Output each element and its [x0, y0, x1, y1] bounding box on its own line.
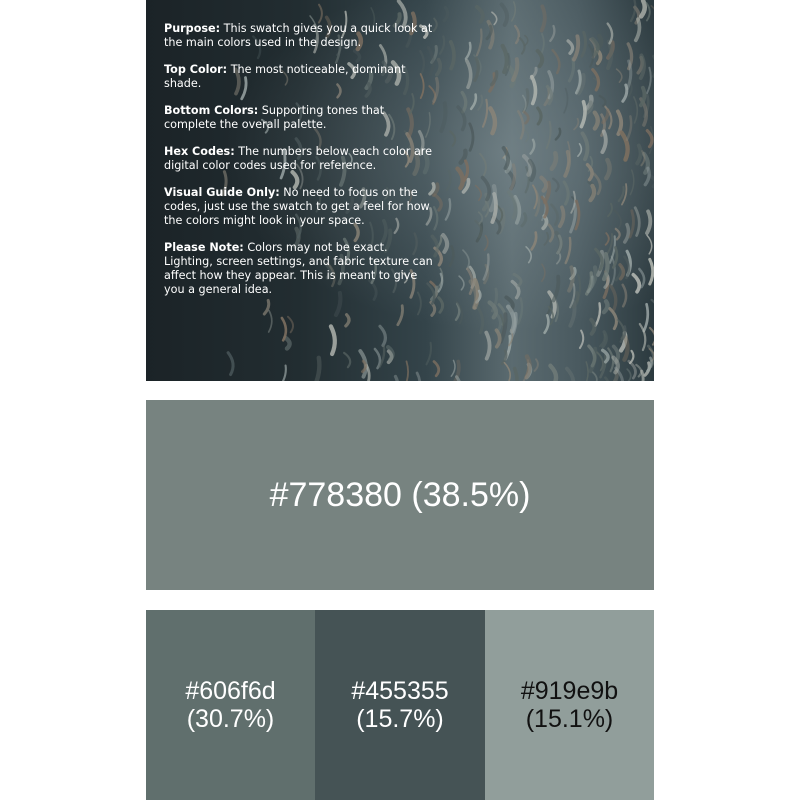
texture-stroke: [512, 2, 516, 21]
texture-stroke: [531, 140, 535, 154]
texture-stroke: [574, 119, 578, 130]
supporting-color-swatch-1: [146, 610, 315, 800]
texture-stroke: [435, 195, 441, 210]
note-label: Purpose:: [164, 22, 221, 35]
texture-stroke: [574, 36, 578, 59]
note-text: The most noticeable, dominant shade.: [164, 63, 406, 90]
texture-stroke: [518, 298, 522, 323]
texture-stroke: [532, 233, 537, 250]
texture-stroke: [451, 360, 455, 376]
texture-stroke: [475, 58, 478, 80]
texture-stroke: [462, 93, 466, 112]
texture-stroke: [580, 331, 583, 349]
texture-stroke: [625, 225, 629, 242]
texture-stroke: [491, 186, 495, 210]
texture-stroke: [564, 182, 568, 204]
texture-stroke: [437, 60, 440, 75]
swatch-notes: [164, 22, 436, 310]
texture-stroke: [269, 311, 272, 332]
texture-stroke: [285, 338, 289, 349]
texture-stroke: [650, 328, 654, 345]
texture-stroke: [477, 306, 483, 333]
texture-stroke: [515, 26, 519, 43]
texture-stroke: [346, 315, 349, 326]
texture-stroke: [595, 113, 598, 129]
texture-stroke: [464, 161, 467, 181]
texture-stroke: [589, 45, 593, 66]
texture-stroke: [542, 264, 545, 281]
texture-stroke: [490, 108, 495, 133]
swatch-percentage: (30.7%): [186, 705, 275, 733]
texture-stroke: [458, 169, 463, 189]
texture-stroke: [443, 235, 447, 252]
supporting-color-swatch-2: [315, 610, 485, 800]
texture-stroke: [542, 6, 545, 30]
note-text: Supporting tones that complete the overall palette.: [164, 104, 385, 131]
texture-stroke: [604, 254, 607, 279]
texture-stroke: [630, 211, 634, 237]
texture-stroke: [647, 235, 652, 254]
texture-stroke: [618, 320, 624, 339]
texture-stroke: [282, 318, 286, 340]
texture-stroke: [591, 320, 594, 334]
texture-stroke: [630, 351, 633, 363]
texture-stroke: [604, 301, 608, 312]
texture-stroke: [631, 0, 635, 21]
texture-stroke: [446, 199, 450, 219]
texture-stroke: [606, 160, 609, 178]
texture-stroke: [608, 204, 612, 217]
texture-stroke: [459, 276, 464, 290]
texture-stroke: [600, 96, 606, 106]
texture-stroke: [522, 214, 526, 226]
note-purpose: [164, 22, 436, 50]
texture-stroke: [394, 377, 397, 382]
texture-stroke: [538, 51, 543, 66]
texture-stroke: [450, 246, 453, 265]
texture-stroke: [467, 61, 471, 88]
texture-stroke: [344, 353, 350, 367]
texture-stroke: [641, 88, 645, 106]
texture-stroke: [503, 46, 507, 72]
texture-stroke: [637, 146, 640, 164]
texture-stroke: [476, 186, 482, 201]
texture-stroke: [605, 378, 608, 381]
texture-stroke: [525, 36, 528, 46]
texture-stroke: [581, 102, 585, 127]
note-hex-codes: [164, 145, 436, 173]
texture-stroke: [651, 6, 654, 24]
texture-stroke: [583, 133, 588, 159]
texture-stroke: [520, 38, 525, 54]
note-text: This swatch gives you a quick look at the main colors used in the design.: [164, 22, 433, 49]
texture-stroke: [564, 89, 567, 113]
texture-stroke: [634, 97, 638, 123]
texture-stroke: [627, 116, 631, 139]
texture-stroke: [450, 132, 455, 146]
texture-stroke: [606, 233, 609, 245]
texture-stroke: [492, 12, 497, 24]
texture-stroke: [441, 103, 445, 131]
texture-stroke: [619, 187, 624, 201]
texture-stroke: [582, 32, 585, 56]
swatch-percentage: (15.1%): [525, 705, 614, 733]
texture-stroke: [331, 326, 335, 354]
texture-stroke: [514, 369, 517, 382]
texture-stroke: [315, 358, 319, 381]
texture-stroke: [405, 361, 409, 381]
texture-stroke: [627, 61, 630, 89]
texture-stroke: [597, 352, 603, 370]
note-text: Colors may not be exact. Lighting, screen settings, and fabric texture can affect how they appear. This is meant to give you a general idea.: [164, 241, 433, 296]
texture-stroke: [550, 366, 556, 381]
texture-stroke: [560, 207, 564, 226]
swatch-hex-code: #606f6d: [185, 677, 276, 705]
texture-stroke: [652, 300, 654, 317]
texture-stroke: [556, 129, 560, 140]
texture-stroke: [547, 122, 551, 149]
texture-stroke: [480, 154, 486, 176]
texture-stroke: [578, 144, 581, 156]
texture-stroke: [567, 369, 574, 381]
texture-stroke: [487, 26, 491, 39]
texture-stroke: [553, 179, 558, 191]
texture-stroke: [623, 285, 626, 307]
texture-stroke: [614, 210, 621, 228]
texture-stroke: [497, 330, 500, 347]
texture-stroke: [440, 36, 444, 53]
texture-stroke: [554, 277, 559, 301]
texture-stroke: [644, 304, 648, 331]
texture-stroke: [585, 362, 588, 381]
swatch-percentage: (15.7%): [356, 705, 444, 733]
texture-stroke: [483, 100, 487, 127]
texture-stroke: [596, 303, 601, 326]
texture-stroke: [477, 29, 482, 55]
texture-stroke: [524, 130, 528, 142]
texture-stroke: [427, 343, 432, 365]
note-label: Bottom Colors:: [164, 104, 259, 117]
texture-stroke: [553, 50, 560, 73]
texture-stroke: [531, 68, 536, 78]
texture-stroke: [228, 353, 233, 375]
dominant-color-label: #778380 (38.5%): [269, 475, 531, 514]
note-text: No need to focus on the codes, just use the swatch to get a feel for how the colors might look in your space.: [164, 186, 430, 227]
texture-stroke: [457, 377, 461, 381]
swatch-hex-code: #455355: [351, 677, 449, 705]
texture-stroke: [532, 77, 536, 104]
texture-stroke: [541, 178, 546, 191]
texture-stroke: [641, 1, 645, 17]
texture-stroke: [545, 315, 549, 333]
texture-stroke: [588, 165, 593, 180]
texture-stroke: [417, 373, 420, 381]
texture-stroke: [650, 176, 654, 186]
texture-stroke: [566, 238, 571, 263]
texture-stroke: [647, 3, 650, 21]
swatch-hex-code: #919e9b: [520, 677, 619, 705]
supporting-color-swatch-3: [485, 610, 654, 800]
texture-stroke: [633, 275, 639, 292]
texture-stroke: [463, 250, 469, 269]
texture-stroke: [477, 7, 483, 22]
texture-stroke: [544, 233, 548, 245]
note-visual-guide: [164, 186, 436, 228]
texture-stroke: [556, 233, 561, 252]
texture-stroke: [549, 225, 553, 241]
texture-stroke: [650, 259, 653, 284]
texture-stroke: [610, 309, 617, 329]
texture-stroke: [627, 369, 631, 381]
note-bottom-colors: [164, 104, 436, 132]
texture-stroke: [479, 212, 483, 223]
note-label: Top Color:: [164, 63, 228, 76]
texture-stroke: [622, 133, 628, 160]
texture-stroke: [447, 171, 451, 190]
texture-stroke: [647, 68, 651, 93]
texture-stroke: [647, 131, 652, 147]
texture-stroke: [630, 170, 633, 195]
texture-stroke: [602, 131, 605, 152]
texture-stroke: [593, 372, 597, 381]
texture-stroke: [552, 153, 556, 169]
texture-stroke: [478, 96, 482, 110]
texture-stroke: [512, 282, 519, 298]
note-top-color: [164, 63, 436, 91]
texture-stroke: [518, 111, 523, 138]
texture-stroke: [466, 43, 471, 59]
note-label: Please Note:: [164, 241, 244, 254]
texture-stroke: [288, 317, 293, 333]
texture-stroke: [550, 26, 554, 41]
texture-stroke: [635, 208, 639, 236]
fabric-texture-photo: [146, 0, 654, 381]
texture-stroke: [612, 257, 615, 285]
texture-stroke: [623, 85, 627, 101]
texture-stroke: [527, 356, 530, 377]
texture-stroke: [434, 362, 439, 376]
texture-stroke: [569, 59, 573, 81]
note-label: Visual Guide Only:: [164, 186, 280, 199]
texture-stroke: [444, 8, 447, 21]
note-text: The numbers below each color are digital color codes used for reference.: [164, 145, 433, 172]
texture-stroke: [524, 112, 528, 123]
note-label: Hex Codes:: [164, 145, 235, 158]
texture-stroke: [611, 286, 616, 311]
texture-stroke: [486, 333, 489, 359]
texture-stroke: [504, 363, 510, 381]
texture-stroke: [617, 69, 622, 82]
texture-stroke: [533, 185, 537, 208]
texture-stroke: [624, 337, 627, 360]
texture-stroke: [535, 359, 538, 371]
texture-stroke: [281, 366, 286, 381]
dominant-color-swatch: [146, 400, 654, 590]
texture-stroke: [439, 298, 443, 313]
texture-stroke: [471, 95, 476, 109]
texture-stroke: [502, 4, 507, 25]
texture-stroke: [616, 229, 620, 240]
texture-stroke: [508, 307, 514, 332]
texture-stroke: [485, 236, 488, 250]
texture-stroke: [647, 211, 650, 233]
texture-stroke: [551, 205, 557, 225]
texture-stroke: [568, 41, 572, 53]
texture-stroke: [380, 326, 385, 345]
texture-stroke: [625, 257, 629, 278]
texture-stroke: [319, 5, 322, 23]
texture-stroke: [538, 108, 541, 124]
texture-stroke: [470, 124, 473, 151]
note-please-note: [164, 241, 436, 297]
texture-stroke: [451, 42, 454, 69]
texture-stroke: [502, 351, 506, 364]
